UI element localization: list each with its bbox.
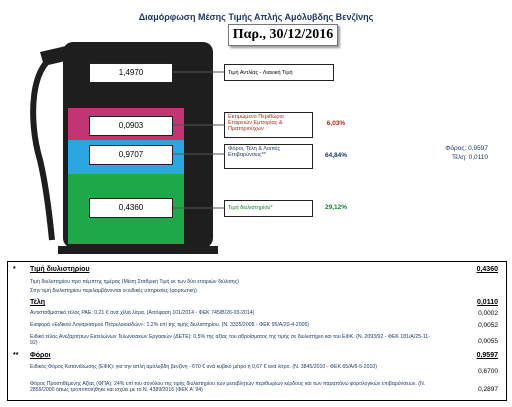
breakdown-table: * Τιμή διυλιστηρίου 0,4360 Τιμή διυλιστηρίου προ πέμπτης ημέρας (Μέση Σταθμική Τιμή εκ των δύο εταιριών διύλισης) Στην τιμή διυλιστηρίου περιλαμβάνονται οι ειδικές υπηρεσίες (φορτωτική) Τέλη 0,0110 Αντισταθμιστικό τέλος ΡΑΕ: 0,21 € ανά χίλια λίτρα. (Απόφαση 101/2014 - ΦΕΚ 745/Β/26-03-2014) 0,0002 Εισφορά «Ειδικού Λογαριασμού Πετρελαιοειδών»: 1,2% επί της τιμής διυλιστηρίου. (Ν. 3335/2005 - ΦΕΚ 95/Α/20-4-2005) 0,0052 Ειδικό τέλος Ανεξαρτήτων Εκτελώνων Τελωνειακών Εργασιών (ΔΕΤΕ): 0,5% της αξίας του αθροίσματος της τιμής σε διυλιστήριο και του ΕΦΚ. (Ν. 2093/92 - ΦΕΚ 181/Α/25-11-92) 0,0055 ** Φόροι 0,9597 Ειδικός Φόρος Κατανάλωσης (ΕΦΚ): για την απλή αμόλυβδη βενζίνη - 670 € ανά κυβικό μέτρο ή 0,67 € ανά λίτρο. (Ν. 3845/2010 - ΦΕΚ 65/Α/6-5-2010) 0,6700 Φόρος Προστιθέμενης Αξίας (ΦΠΑ): 24% επί του συνόλου της τιμής διυλιστηρίου των μεταβλητών περιθωρίων κέρδους και των παραπάνω φορολογικών επιβαρύνσεων. (Ν. 2859/2000 όπως τροποποιήθηκε και ισχύει με το Ν. 4389/2016 (ΦΕΚ Α' 94) 0,2897 (7, 261, 507, 401)
retail-price-value: 1,4970 (89, 63, 173, 83)
pump-base (58, 246, 218, 254)
tax-value: 0,9707 (89, 145, 173, 165)
refinery-label: Τιμή διυλιστηρίου (30, 266, 90, 273)
pump-arm (188, 74, 208, 250)
margin-value: 0,0903 (89, 116, 173, 136)
duty-value: 0,4360 (89, 198, 173, 218)
duty-percent: 29,12% (324, 204, 348, 211)
foros-label: Φόρος: (445, 145, 467, 152)
tax-label: Φόροι, Τέλη & Λοιπές Επιβαρύνσεις** (224, 144, 313, 169)
date-label: Παρ., 30/12/2016 (228, 24, 338, 46)
retail-price-label: Τιμή Αντλίας - Λιανική Τιμή (224, 64, 334, 81)
foros-line (420, 145, 488, 152)
footnote-marker: ** (13, 352, 19, 359)
pump-hose (33, 55, 60, 240)
teli-label: Τέλη: (451, 154, 467, 161)
margin-percent: 6,03% (326, 120, 346, 127)
margin-label: Εκτιμώμενο Περιθώριο Εταιρειών Εμπορίας & Πρατηριούχων (224, 112, 313, 138)
taxes-value: 0,9597 (476, 352, 498, 359)
foros-value: 0,9597 (468, 145, 488, 152)
tax-percent: 64,84% (324, 152, 348, 159)
teli-line (420, 154, 488, 161)
refinery-value: 0,4360 (476, 266, 498, 273)
fees-label: Τέλη (30, 299, 46, 306)
footnote-marker: * (13, 266, 16, 273)
page-title: Διαμόρφωση Μέσης Τιμής Απλής Αμόλυβδης Βενζίνης (138, 12, 374, 22)
taxes-label: Φόροι (30, 352, 51, 359)
fees-value: 0,0110 (476, 299, 498, 306)
duty-label: Τιμή διυλιστηρίου* (224, 200, 313, 217)
teli-value: 0,0110 (468, 154, 488, 161)
